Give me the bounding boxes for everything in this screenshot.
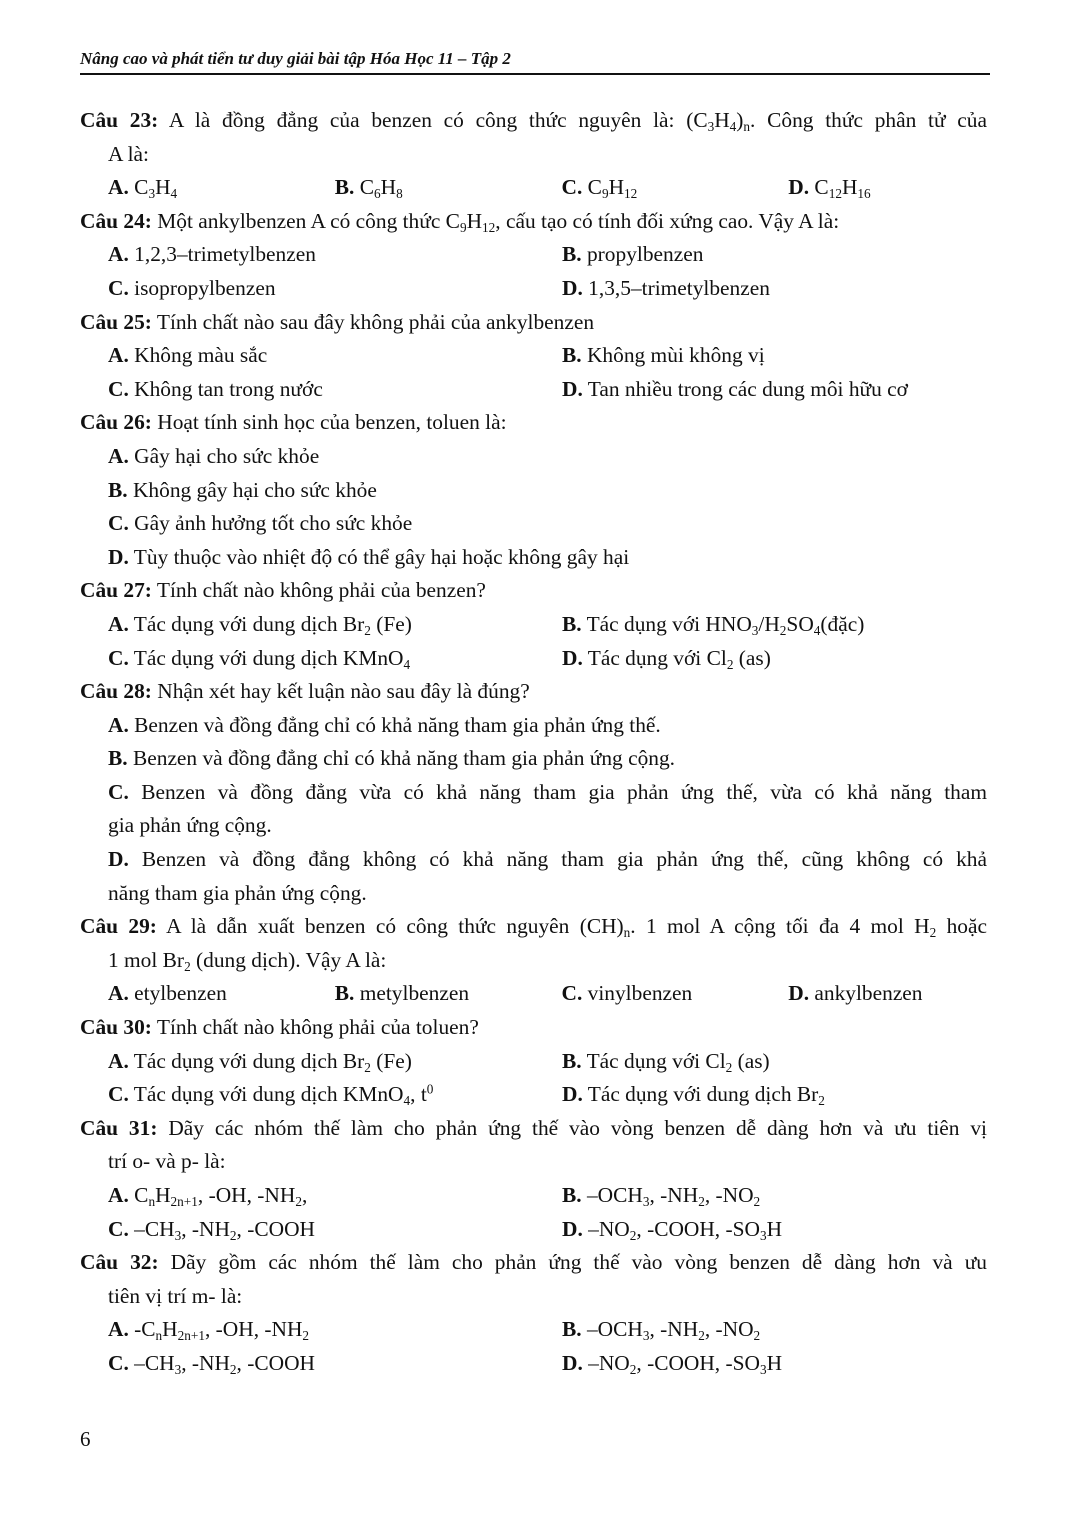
option-row: [80, 1078, 987, 1112]
option-a[interactable]: A. 1,2,3–trimetylbenzen: [108, 242, 316, 267]
question-number: Câu 24:: [80, 208, 152, 233]
question-29: Câu 29: A là dẫn xuất benzen có công thức nguyên $(CH)_n$. 1 mol A cộng tối đa 4 mol $H_2$ hoặc: [80, 914, 987, 941]
question-28: Câu 28: Nhận xét hay kết luận nào sau đây là đúng?: [80, 679, 530, 704]
option-c[interactable]: C. $-CH_3$, $-NH_2$, -COOH: [108, 1216, 315, 1243]
option-b[interactable]: B. metylbenzen: [334, 981, 470, 1006]
option-d[interactable]: D. ankylbenzen: [788, 981, 923, 1006]
option-b[interactable]: B. $C_6H_8$: [334, 175, 403, 202]
option-row: [80, 272, 987, 306]
question-number: Câu 29:: [80, 914, 157, 939]
option-d[interactable]: D. $-NO_2$, -COOH, $-SO_3H$: [562, 1350, 783, 1377]
option-row: [80, 339, 987, 373]
option-c[interactable]: C. $-CH_3$, $-NH_2$, -COOH: [108, 1350, 315, 1377]
option-d[interactable]: D. Tác dụng với $Cl_2$ (as): [562, 645, 771, 672]
question-number: Câu 25:: [80, 309, 152, 334]
option-row: [80, 1347, 987, 1381]
question-25: Câu 25: Tính chất nào sau đây không phải của ankylbenzen: [80, 309, 595, 334]
question-32: Câu 32: Dãy gồm các nhóm thế làm cho phản ứng thế vào vòng benzen dễ dàng hơn và ưu: [80, 1250, 987, 1275]
question-number: Câu 32:: [80, 1250, 159, 1275]
option-row: [80, 608, 987, 642]
option-b[interactable]: B. $-OCH_3$, $-NH_2$, $-NO_2$: [562, 1317, 761, 1344]
option-row: [80, 1045, 987, 1079]
option-a[interactable]: A. Benzen và đồng đẳng chỉ có khả năng tham gia phản ứng thế.: [108, 712, 661, 737]
question-number: Câu 31:: [80, 1115, 158, 1140]
option-d[interactable]: D. $-NO_2$, -COOH, $-SO_3H$: [562, 1216, 783, 1243]
option-d-continued: năng tham gia phản ứng cộng.: [108, 880, 367, 905]
question-list: [80, 104, 987, 1381]
option-row: [80, 171, 987, 205]
option-d[interactable]: D. Tác dụng với dung dịch $Br_2$: [562, 1082, 825, 1109]
running-header: Nâng cao và phát tiển tư duy giải bài tập Hóa Học 11 – Tập 2: [80, 47, 990, 75]
question-31: Câu 31: Dãy các nhóm thế làm cho phản ứng thế vào vòng benzen dễ dàng hơn và ưu tiên vị: [80, 1115, 987, 1140]
question-30: Câu 30: Tính chất nào không phải của toluen?: [80, 1015, 479, 1040]
option-d[interactable]: D. 1,3,5–trimetylbenzen: [562, 275, 770, 300]
option-a[interactable]: A. $C_nH_{2n+1}$, -OH, $-NH_2$,: [108, 1183, 308, 1209]
option-row: [80, 977, 987, 1011]
question-text-continued: trí o- và p- là:: [108, 1149, 226, 1174]
option-c[interactable]: C. Tác dụng với dung dịch KMnO$_4$, $t^0$: [108, 1081, 434, 1109]
question-number: Câu 27:: [80, 578, 152, 603]
option-a[interactable]: A. $-C_nH_{2n+1}$, -OH, $-NH_2$: [108, 1317, 310, 1344]
option-row: [80, 238, 987, 272]
option-a[interactable]: A. etylbenzen: [108, 981, 227, 1006]
question-number: Câu 30:: [80, 1015, 152, 1040]
option-row: [80, 1313, 987, 1347]
option-d[interactable]: D. Tùy thuộc vào nhiệt độ có thể gây hại hoặc không gây hại: [108, 544, 630, 569]
option-row: [80, 1179, 987, 1213]
option-row: [80, 642, 987, 676]
question-27: Câu 27: Tính chất nào không phải của benzen?: [80, 578, 486, 603]
option-a[interactable]: A. $C_3H_4$: [108, 175, 178, 202]
option-b[interactable]: B. Tác dụng với $HNO_3/H_2SO_4(đặc)$: [562, 611, 865, 638]
option-c[interactable]: C. Tác dụng với dung dịch KMnO$_4$: [108, 645, 411, 672]
option-a[interactable]: A. Tác dụng với dung dịch $Br_2$ (Fe): [108, 611, 412, 638]
page-number: 6: [80, 1427, 91, 1451]
question-26: Câu 26: Hoạt tính sinh học của benzen, toluen là:: [80, 410, 507, 435]
option-b[interactable]: B. Không mùi không vị: [562, 343, 765, 368]
option-b[interactable]: B. $-OCH_3$, $-NH_2$, $-NO_2$: [562, 1183, 761, 1209]
question-number: Câu 23:: [80, 108, 159, 132]
question-text-continued: A là:: [108, 141, 149, 166]
question-23: Câu 23: A là đồng đẳng của benzen có công thức nguyên là: $(C_3H_4)_n$. Công thức phân tử của: [80, 108, 987, 134]
question-text-continued: tiên vị trí m- là:: [108, 1283, 243, 1308]
option-a[interactable]: A. Không màu sắc: [108, 343, 268, 368]
option-d[interactable]: D. Tan nhiều trong các dung môi hữu cơ: [562, 376, 908, 401]
option-row: [80, 1213, 987, 1247]
question-number: Câu 26:: [80, 410, 152, 435]
option-a[interactable]: A. Gây hại cho sức khỏe: [108, 443, 320, 468]
option-c[interactable]: C. Không tan trong nước: [108, 376, 323, 401]
option-c[interactable]: C. Gây ảnh hưởng tốt cho sức khỏe: [108, 511, 413, 536]
option-d[interactable]: D. Benzen và đồng đẳng không có khả năng tham gia phản ứng thế, cũng không có khả: [108, 847, 987, 872]
question-text-continued: 1 mol $Br_2$ (dung dịch). Vậy A là:: [108, 947, 387, 974]
option-c[interactable]: C. vinylbenzen: [561, 981, 693, 1006]
option-b[interactable]: B. propylbenzen: [562, 242, 704, 267]
option-c[interactable]: C. $C_9H_{12}$: [561, 175, 638, 202]
option-b[interactable]: B. Benzen và đồng đẳng chỉ có khả năng tham gia phản ứng cộng.: [108, 746, 676, 771]
question-24: Câu 24: Một ankylbenzen A có công thức $C_9H_{12}$, cấu tạo có tính đối xứng cao. Vậy A là:: [80, 208, 840, 235]
option-c[interactable]: C. Benzen và đồng đẳng vừa có khả năng tham gia phản ứng thế, vừa có khả năng tham: [108, 779, 987, 804]
option-a[interactable]: A. Tác dụng với dung dịch $Br_2$ (Fe): [108, 1048, 412, 1075]
question-number: Câu 28:: [80, 679, 152, 704]
option-b[interactable]: B. Tác dụng với $Cl_2$ (as): [562, 1048, 770, 1075]
option-c-continued: gia phản ứng cộng.: [108, 813, 272, 838]
option-d[interactable]: D. $C_{12}H_{16}$: [788, 175, 871, 202]
option-row: [80, 373, 987, 407]
option-b[interactable]: B. Không gây hại cho sức khỏe: [108, 477, 377, 502]
option-c[interactable]: C. isopropylbenzen: [108, 275, 276, 300]
